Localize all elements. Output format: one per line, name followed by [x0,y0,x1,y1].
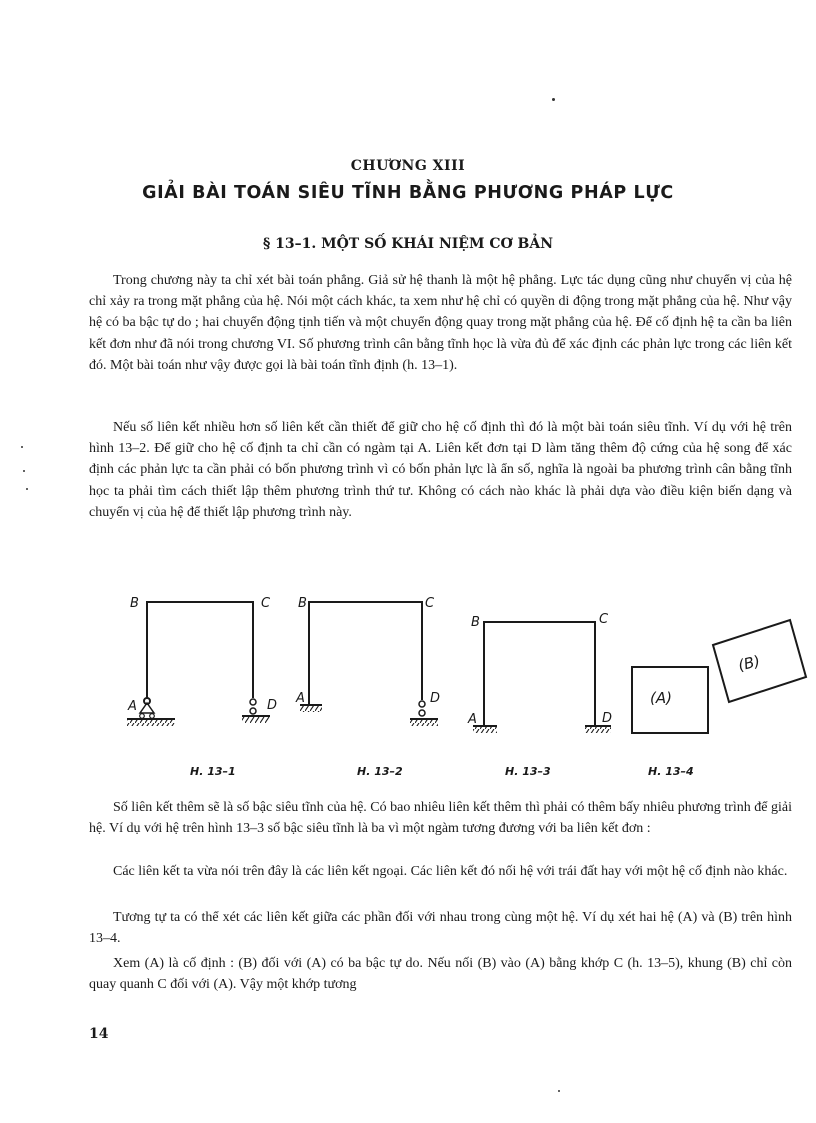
fig3-label-d: D [602,711,613,726]
paragraph-6: Xem (A) là cố định : (B) đối với (A) có ba bậc tự do. Nếu nối (B) vào (A) bằng khớp C (h. 13–5), khung (B) chỉ còn quay quanh C đối với (A). Vậy một khớp tương [89,956,792,993]
fixed-support-d3 [585,726,611,733]
paragraph-1: Trong chương này ta chỉ xét bài toán phẳng. Giả sử hệ thanh là một hệ phẳng. Lực tác dụng cũng như chuyển vị của hệ chỉ xảy ra trong mặt phẳng của hệ. Nói một cách khác, ta xem như hệ chỉ có quyền di động trong mặt phẳng của hệ. Như vậy hệ có ba bậc tự do ; hai chuyển động tịnh tiến và một chuyển động quay trong mặt phẳng của hệ. Để cố định hệ ta cần ba liên kết đơn như đã nói trong chương VI. Số phương trình cân bằng tĩnh học là vừa đủ để xác định các phản lực trong các liên kết đó. Một bài toán như vậy được gọi là bài toán tĩnh định (h. 13–1). [89,273,792,373]
paragraph-4: Các liên kết ta vừa nói trên đây là các liên kết ngoại. Các liên kết đó nối hệ với trái đất hay với một hệ cố định nào khác. [113,864,788,879]
figure-13-3-labels [467,612,612,778]
scan-speck [558,1090,560,1092]
scan-speck [23,470,25,472]
paragraph-2: Nếu số liên kết nhiều hơn số liên kết cần thiết để giữ cho hệ cố định thì đó là một bài toán siêu tĩnh. Ví dụ với hệ trên hình 13–2. Để giữ cho hệ cố định ta chỉ cần có ngàm tại A. Liên kết đơn tại D làm tăng thêm độ cứng của hệ song để xác định các phản lực ta cần phải có bốn phương trình vì có bốn phản lực là ẩn số, nghĩa là ngoài ba phương trình cân bằng tĩnh học ta phải tìm cách thiết lập thêm phương trình thứ tư. Không có cách nào khác là phải dựa vào điều kiện biến dạng và chuyển vị của hệ để thiết lập phương trình này. [89,420,792,520]
fig1-label-d: D [267,698,278,713]
scan-speck [552,98,555,101]
fig1-caption: H. 13–1 [190,765,236,778]
page-number: 14 [89,1026,109,1042]
figure-13-1-labels [127,596,277,778]
scan-speck [26,488,28,490]
figure-13-1 [127,602,270,726]
figure-13-4-labels [648,652,762,778]
figures-row [0,585,816,785]
fig3-caption: H. 13–3 [505,765,551,778]
fig1-label-a: A [128,699,137,714]
fig2-label-b: B [298,596,307,611]
fixed-support-a3 [473,726,497,733]
section-title: § 13–1. MỘT SỐ KHÁI NIỆM CƠ BẢN [262,236,554,252]
figure-13-2-labels [295,596,440,778]
fig1-label-b: B [130,596,139,611]
paragraph-5: Tương tự ta có thể xét các liên kết giữa các phần đối với nhau trong cùng một hệ. Ví dụ xét hai hệ (A) và (B) trên hình 13–4. [89,910,792,947]
fig1-label-c: C [261,596,271,611]
fig2-label-d: D [430,691,441,706]
chapter-title: GIẢI BÀI TOÁN SIÊU TĨNH BẰNG PHƯƠNG PHÁP LỰC [142,183,674,203]
fig4-label-b: (B) [736,651,762,675]
roller-support-d [242,699,270,723]
paragraph-3: Số liên kết thêm sẽ là số bậc siêu tĩnh của hệ. Có bao nhiêu liên kết thêm thì phải có thêm bấy nhiêu phương trình để giải hệ. Ví dụ với hệ trên hình 13–3 số bậc siêu tĩnh là ba vì một ngàm tương đương với ba liên kết đơn : [89,800,792,837]
fig2-caption: H. 13–2 [357,765,403,778]
fig4-label-a: (A) [650,689,672,707]
fig2-label-c: C [425,596,435,611]
figure-13-3 [473,622,611,733]
scan-speck [21,446,23,448]
fixed-support-a [300,705,322,712]
fig2-label-a: A [296,691,305,706]
fig3-label-c: C [599,612,609,627]
fig3-label-a: A [468,712,477,727]
fig3-label-b: B [471,615,480,630]
figure-13-2 [300,602,441,726]
fig4-caption: H. 13–4 [648,765,694,778]
figure-13-4 [632,620,806,733]
chapter-label: CHƯƠNG XIII [350,158,466,174]
